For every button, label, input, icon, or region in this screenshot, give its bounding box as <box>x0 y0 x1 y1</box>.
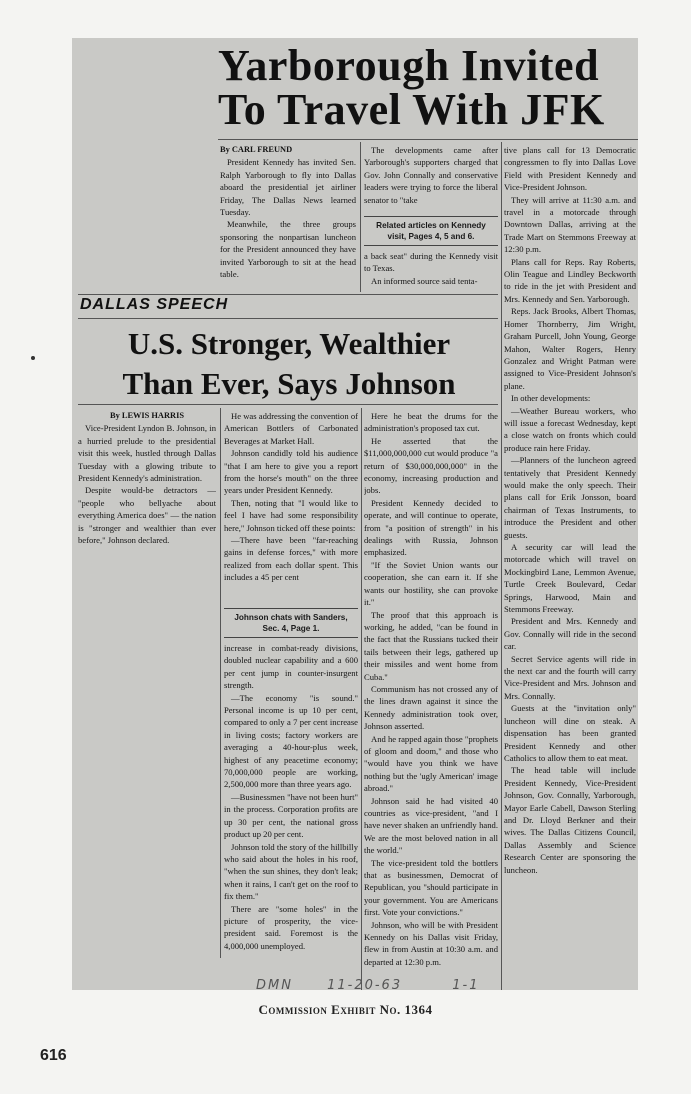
page-number: 616 <box>40 1047 67 1064</box>
byline: By CARL FREUND <box>220 145 293 154</box>
paragraph: He was addressing the convention of American Bottlers of Carbonated Beverages at Market Hall. <box>224 411 358 446</box>
paragraph: President Kennedy decided to operate, and will continue to operate, from "a position of strength" in his dealings with Russia, Johnson emphasized. <box>364 497 498 558</box>
paragraph: A security car will lead the motorcade which will travel on Mockingbird Lane, Lemmon Avenue, Turtle Creek Boulevard, Cedar Springs, Harwood, Main and Stemmons Freeway. <box>504 542 636 615</box>
article2-column-2b <box>224 642 358 958</box>
paragraph: Then, noting that "I would like to feel I have had some responsibility here," Johnson ticked off these points: <box>224 497 358 533</box>
handwritten-source: DMN <box>256 978 293 993</box>
paragraph: An informed source said tenta- <box>371 275 478 286</box>
column-rule <box>360 142 361 292</box>
paragraph: He asserted that the $11,000,000,000 cut would produce "a return of $30,000,000,000" in the economy, increasing production and jobs. <box>364 435 498 496</box>
paragraph: Secret Service agents will ride in the next car and the fourth will carry Vice-President and Mrs. Johnson and Mrs. Connally. <box>504 653 636 701</box>
paragraph: a back seat" during the Kennedy visit to Texas. <box>364 251 498 274</box>
handwritten-date: 11-20-63 <box>327 978 403 993</box>
margin-mark <box>31 356 35 360</box>
headline-yarborough <box>218 44 638 132</box>
column-rule <box>220 408 221 958</box>
paragraph: Vice-President Lyndon B. Johnson, in a hurried prelude to the presidential visit this week, hustled through Dallas Tuesday with a glowing tribute to President Kennedy's administration. <box>78 423 216 484</box>
paragraph: The head table will include President Kennedy, Vice-President Johnson, Gov. Connally, Yarborough, Mayor Earle Cabell, Dawson Sterling and Dr. Lloyd Berkner and their wives. The Dallas Citizens Council, Dallas Assembly and Science Research Center are sponsoring the luncheon. <box>504 765 636 875</box>
paragraph: —Businessmen "have not been hurt" in the process. Corporation profits are up 30 per cent, the national gross product up 20 per cent. <box>224 791 358 840</box>
paragraph: increase in combat-ready divisions, doubled nuclear capability and a 600 per cent jump in counter-insurgent strength. <box>224 643 358 691</box>
paragraph: The developments came after Yarborough's supporters charged that Gov. John Connally and conservative leaders were trying to force the liberal senator to "take <box>364 145 498 205</box>
rule <box>78 318 498 319</box>
paragraph: President Kennedy has invited Sen. Ralph Yarborough to fly into Dallas aboard the presidential jet airliner Friday, The Dallas News learned Tuesday. <box>220 157 356 218</box>
paragraph: Guests at the "invitation only" luncheon will dine on steak. A dispensation has been granted President Kennedy and other Catholics to allow them to eat meat. <box>504 703 636 763</box>
headline-line-1: U.S. Stronger, Wealthier <box>127 326 451 361</box>
paragraph: Johnson candidly told his audience "that I am here to give you a report from the horse's mouth" on the three years under President Kennedy. <box>224 448 358 496</box>
rule <box>218 139 638 140</box>
paragraph: They will arrive at 11:30 a.m. and travel in a motorcade through Downtown Dallas, arriving at the Trade Mart on Stemmons Freeway at 12:30 p.m. <box>504 194 636 255</box>
paragraph: The vice-president told the bottlers that as businessmen, Democrat of Republican, you "should participate in your government. You are Americans first. Vote your convictions." <box>364 857 498 918</box>
article2-column-3 <box>364 410 498 990</box>
paragraph: And he rapped again those "prophets of gloom and doom," and those who "would have you think we have nothing but the 'ugly American' image abroad." <box>364 733 498 794</box>
paragraph: "If the Soviet Union wants our cooperation, she can earn it. If she wants our hostility, she can provoke it." <box>364 559 498 608</box>
headline-line-2: Than Ever, Says Johnson <box>122 366 456 401</box>
newspaper-clipping <box>72 38 638 990</box>
section-kicker: DALLAS SPEECH <box>80 296 229 313</box>
article1-column-2a <box>364 144 498 214</box>
article1-column-1 <box>220 144 356 292</box>
paragraph: —Weather Bureau workers, who will issue a forecast Wednesday, kept a close watch on fronts which could produce rain here Friday. <box>504 405 636 453</box>
rule <box>78 294 498 295</box>
sanders-box: Johnson chats with Sanders, Sec. 4, Page 1. <box>224 608 358 638</box>
paragraph: There are "some holes" in the picture of prosperity, the vice-president said. Foremost is the 4,000,000 unemployed. <box>224 903 358 951</box>
paragraph: Communism has not crossed any of the lines drawn against it since the Kennedy administration took over, Johnson asserted. <box>364 683 498 732</box>
paragraph: —The economy "is sound." Personal income is up 10 per cent, compared to only a 7 per cent increase in living costs; factory workers are averaging a 40-hour-plus week, highest of any peacetime economy; 70,000,000 people are working, 2,500,000 more than three years ago. <box>224 692 358 790</box>
paragraph: Despite would-be detractors — "people who bellyache about everything America does" — the nation is "stronger and wealthier than ever before," Johnson declared. <box>78 485 216 546</box>
paragraph: tive plans call for 13 Democratic congressmen to fly into Dallas Love Field with President Kennedy and Vice-President Johnson. <box>504 145 636 193</box>
exhibit-caption-text: Commission Exhibit No. 1364 <box>258 1002 433 1017</box>
headline-johnson <box>80 324 498 404</box>
column-rule <box>361 408 362 990</box>
column-rule <box>501 142 502 990</box>
handwritten-annotation <box>256 978 479 993</box>
paragraph: The proof that this approach is working, he added, "can be found in the fact that the Russians tucked their tails between their legs, gathered up their missiles and went home from Cuba." <box>364 609 498 682</box>
paragraph: Plans call for Reps. Ray Roberts, Olin Teague and Lindley Beckworth to ride in the jet with President and Mrs. Kennedy and Sen. Yarborough. <box>504 256 636 304</box>
article2-column-2a <box>224 410 358 606</box>
paragraph: President and Mrs. Kennedy and Gov. Connally will ride in the second car. <box>504 616 636 652</box>
exhibit-caption <box>0 1002 691 1018</box>
headline-line-1: Yarborough Invited <box>218 44 600 90</box>
paragraph: Reps. Jack Brooks, Albert Thomas, Homer Thornberry, Jim Wright, Graham Purcell, John Young, George Mahon, Walter Rogers, Henry Gonzalez and Wright Patman were assigned to Vice-President Johnson's plane. <box>504 306 636 391</box>
article1-column-2b <box>364 250 498 294</box>
paragraph: Johnson said he had visited 40 countries as vice-president, "and I have never shaken an unfriendly hand. We are the most beloved nation in all the world." <box>364 795 498 856</box>
headline-line-2: To Travel With JFK <box>218 85 605 132</box>
paragraph: Here he beat the drums for the administration's proposed tax cut. <box>364 411 498 434</box>
handwritten-page: 1-1 <box>452 978 480 993</box>
byline: By LEWIS HARRIS <box>109 411 184 420</box>
article1-right-column <box>504 144 636 990</box>
paragraph: —There have been "far-reaching gains in defense forces," with more realized from each dollar spent. This includes a 45 per cent <box>224 535 358 583</box>
paragraph: In other developments: <box>511 393 591 404</box>
paragraph: Johnson told the story of the hillbilly who said about the holes in his roof, "when the sun shines, they don't leak; when it rains, I can't get on the roof to fix them." <box>224 841 358 902</box>
paragraph: Johnson, who will be with President Kennedy on his Dallas visit Friday, flew in from Austin at 10:30 a.m. and departed at 12:30 p.m. <box>364 919 498 967</box>
rule <box>78 404 498 405</box>
paragraph: Meanwhile, the three groups sponsoring the nonpartisan luncheon for the President announced they have invited Yarborough to sit at the head table. <box>220 219 356 280</box>
related-articles-box: Related articles on Kennedy visit, Pages 4, 5 and 6. <box>364 216 498 246</box>
paragraph: —Planners of the luncheon agreed tentatively that President Kennedy would make the only speech. Their plans call for Erik Jonsson, board chairman of Texas Instruments, to introduce the President and other guests. <box>504 455 636 540</box>
article2-column-1 <box>78 410 216 566</box>
